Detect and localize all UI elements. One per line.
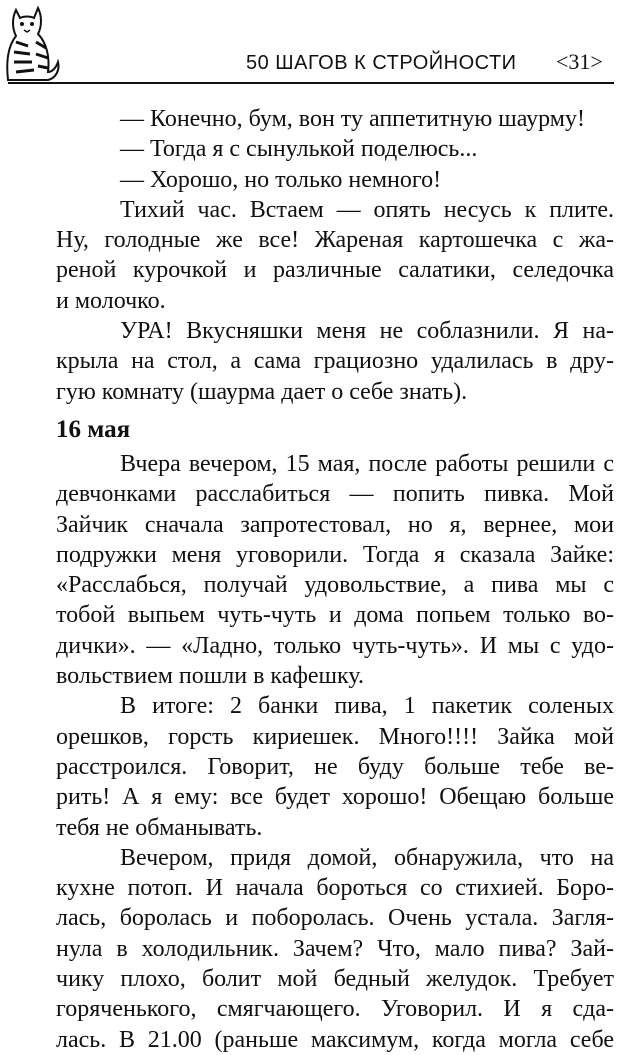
text-line: и молочко. bbox=[56, 287, 166, 314]
text-line: «Расслабься, получай удовольствие, а пива мы с bbox=[56, 572, 614, 599]
text-line: — Тогда я с сынулькой поделюсь... bbox=[120, 136, 478, 163]
section-heading: 16 мая bbox=[56, 415, 131, 443]
text-line: девчонками расслабиться — попить пивка. Мой bbox=[56, 481, 614, 508]
text-line: гую комнату (шаурма дает о себе знать). bbox=[56, 378, 468, 405]
text-line: Вечером, придя домой, обнаружила, что на bbox=[120, 844, 614, 871]
text-line: дички». — «Ладно, только чуть-чуть». И мы с удо- bbox=[56, 632, 614, 659]
text-line: Вчера вечером, 15 мая, после работы решили с bbox=[120, 450, 614, 477]
text-line: лась, боролась и поборолась. Очень устала. Загля- bbox=[56, 905, 614, 932]
text-line: — Конечно, бум, вон ту аппетитную шаурму! bbox=[120, 106, 585, 132]
text-line: тебя не обманывать. bbox=[56, 814, 263, 841]
text-line: реной курочкой и различные салатики, селедочка bbox=[56, 257, 614, 284]
text-line: Тихий час. Встаем — опять несусь к плите. bbox=[120, 196, 614, 223]
text-line: — Хорошо, но только немного! bbox=[120, 166, 442, 193]
text-line: вольствием пошли в кафешку. bbox=[56, 663, 364, 690]
text-line: орешков, горсть кириешек. Много!!!! Зайка мой bbox=[56, 723, 614, 750]
header-rule bbox=[8, 82, 614, 84]
text-line: чику плохо, болит мой бедный желудок. Требует bbox=[56, 966, 614, 993]
text-line: Зайчик сначала запротестовал, но я, вернее, мои bbox=[56, 511, 614, 538]
page-number: <31> bbox=[556, 49, 603, 74]
text-line: тобой выпьем чуть-чуть и дома попьем только во- bbox=[56, 602, 614, 629]
text-line: кухне потоп. И начала бороться со стихией. Боро- bbox=[56, 875, 614, 902]
text-line: расстроился. Говорит, не буду больше тебе ве- bbox=[56, 753, 614, 780]
page-body bbox=[56, 104, 614, 1055]
text-line: лась. В 21.00 (раньше максимум, когда могла себе bbox=[56, 1026, 614, 1053]
cat-icon bbox=[2, 2, 60, 82]
text-line: рить! А я ему: все будет хорошо! Обещаю больше bbox=[56, 784, 614, 811]
running-title: 50 ШАГОВ К СТРОЙНОСТИ bbox=[246, 52, 517, 74]
text-line: нула в холодильник. Зачем? Что, мало пива? Зай- bbox=[56, 935, 614, 962]
text-line: подружки меня уговорили. Тогда я сказала Зайке: bbox=[56, 541, 614, 568]
page-header bbox=[0, 0, 620, 88]
text-line: горяченького, смягчающего. Уговорил. И я сда- bbox=[56, 996, 614, 1023]
text-line: В итоге: 2 банки пива, 1 пакетик соленых bbox=[120, 693, 614, 720]
text-line: крыла на стол, а сама грациозно удалилась в дру- bbox=[56, 348, 614, 375]
text-line: Ну, голодные же все! Жареная картошечка с жа- bbox=[56, 227, 614, 254]
text-line: УРА! Вкусняшки меня не соблазнили. Я на- bbox=[120, 318, 614, 345]
